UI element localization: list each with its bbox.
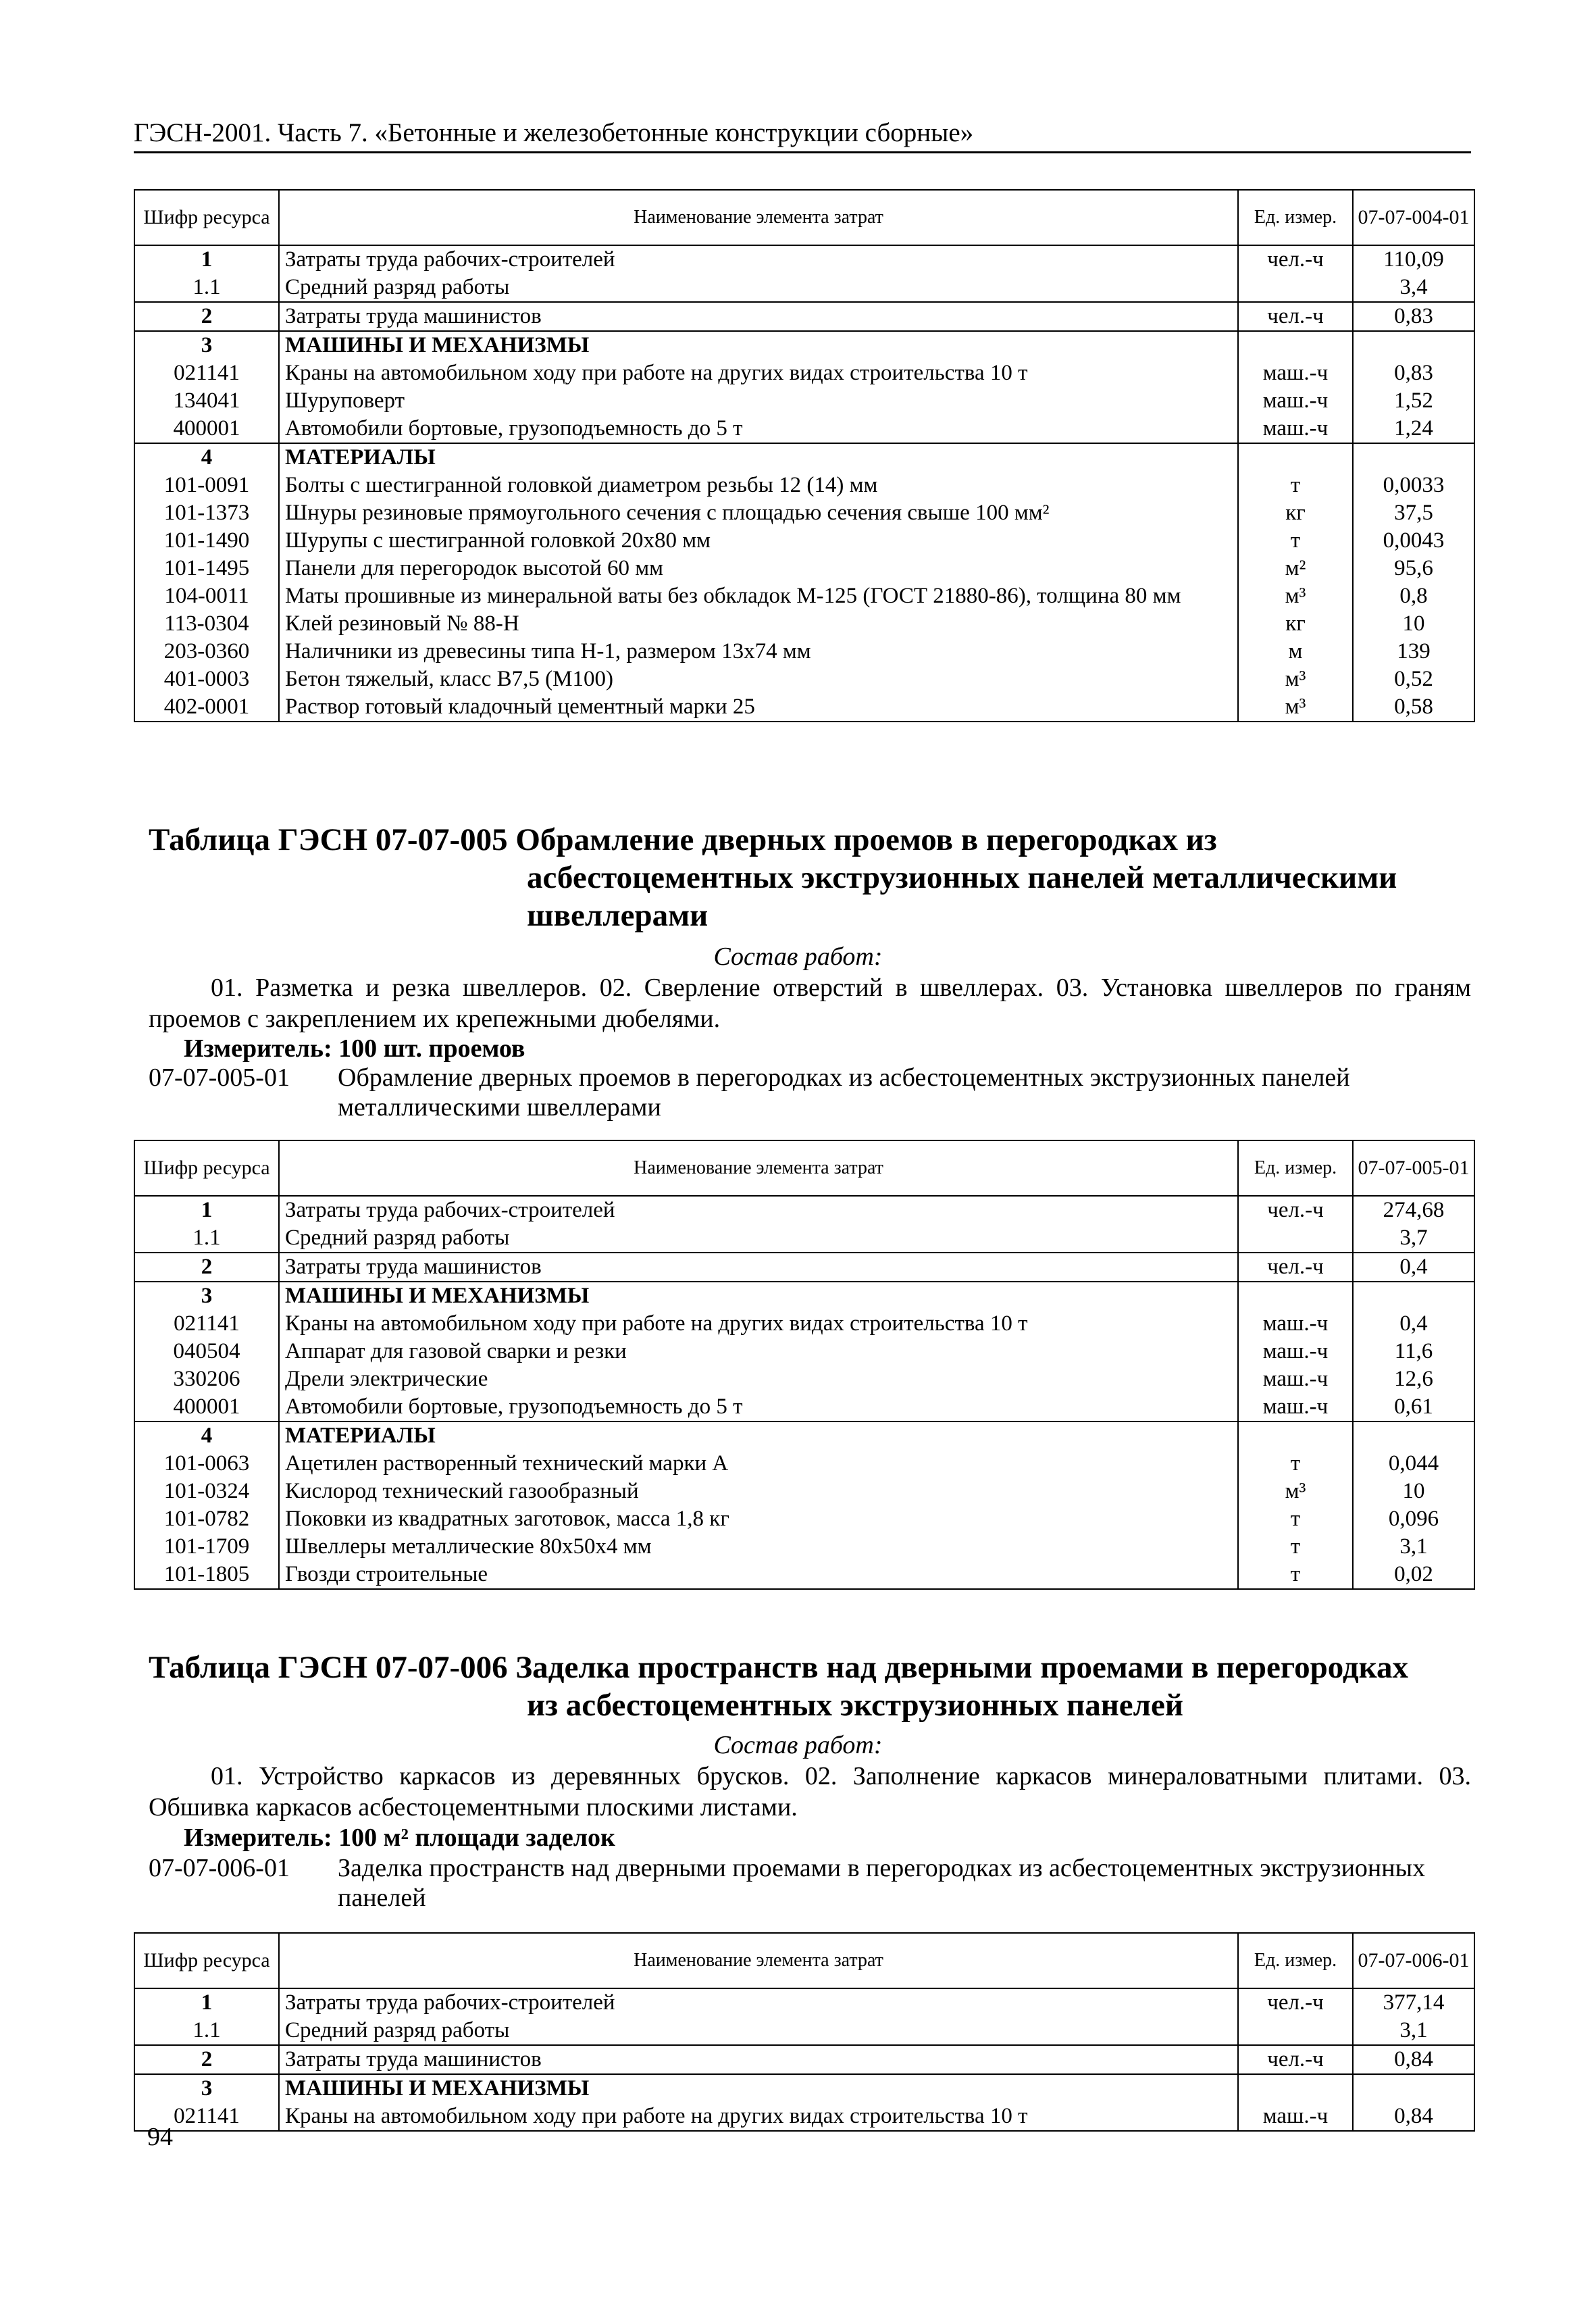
row-name: Ацетилен растворенный технический марки А <box>279 1450 1238 1478</box>
row-name: Затраты труда рабочих-строителей <box>279 1988 1238 2017</box>
row-name: Аппарат для газовой сварки и резки <box>279 1338 1238 1365</box>
row-value: 139 <box>1353 638 1474 665</box>
row-name: Средний разряд работы <box>279 274 1238 302</box>
row-unit: маш.-ч <box>1238 2103 1353 2131</box>
section-title-006 <box>149 1649 1472 1724</box>
row-unit <box>1238 1282 1353 1310</box>
row-unit <box>1238 331 1353 359</box>
row-code: 1 <box>134 1988 279 2017</box>
row-unit: маш.-ч <box>1238 1310 1353 1338</box>
row-unit: м³ <box>1238 693 1353 722</box>
row-name: Затраты труда рабочих-строителей <box>279 245 1238 274</box>
row-name: Швеллеры металлические 80х50х4 мм <box>279 1533 1238 1561</box>
norm-text: Обрамление дверных проемов в перегородках из асбестоцементных экструзионных панелей металлическими швеллерами <box>338 1063 1350 1122</box>
row-code: 1.1 <box>134 2017 279 2045</box>
row-unit: т <box>1238 1533 1353 1561</box>
row-name: Маты прошивные из минеральной ваты без обкладок М-125 (ГОСТ 21880-86), толщина 80 мм <box>279 582 1238 610</box>
row-unit: м <box>1238 638 1353 665</box>
row-unit: маш.-ч <box>1238 1393 1353 1422</box>
row-code: 3 <box>134 2074 279 2103</box>
table-row <box>134 359 1474 387</box>
header-norm: 07-07-005-01 <box>1353 1140 1474 1196</box>
row-name: Клей резиновый № 88-Н <box>279 610 1238 638</box>
row-name: Шнуры резиновые прямоугольного сечения с площадью сечения свыше 100 мм² <box>279 499 1238 527</box>
table-row <box>134 2045 1474 2074</box>
row-value: 3,1 <box>1353 2017 1474 2045</box>
row-name: Шурупы с шестигранной головкой 20х80 мм <box>279 527 1238 555</box>
row-value: 1,24 <box>1353 415 1474 443</box>
row-value: 0,0043 <box>1353 527 1474 555</box>
row-value: 11,6 <box>1353 1338 1474 1365</box>
row-code: 101-0091 <box>134 472 279 499</box>
row-unit: чел.-ч <box>1238 2045 1353 2074</box>
row-code: 203-0360 <box>134 638 279 665</box>
page-number: 94 <box>147 2123 173 2151</box>
row-code: 113-0304 <box>134 610 279 638</box>
row-name: МАТЕРИАЛЫ <box>279 1422 1238 1450</box>
row-value: 274,68 <box>1353 1196 1474 1224</box>
row-unit <box>1238 1422 1353 1450</box>
table-row <box>134 1450 1474 1478</box>
row-unit <box>1238 443 1353 472</box>
table-row <box>134 582 1474 610</box>
row-unit: кг <box>1238 610 1353 638</box>
row-name: Краны на автомобильном ходу при работе на других видах строительства 10 т <box>279 2103 1238 2131</box>
row-code: 400001 <box>134 415 279 443</box>
row-value: 3,4 <box>1353 274 1474 302</box>
row-value: 0,096 <box>1353 1505 1474 1533</box>
row-name: Дрели электрические <box>279 1365 1238 1393</box>
row-unit <box>1238 274 1353 302</box>
row-value: 10 <box>1353 610 1474 638</box>
row-unit: чел.-ч <box>1238 302 1353 331</box>
row-code: 101-0063 <box>134 1450 279 1478</box>
row-code: 101-1709 <box>134 1533 279 1561</box>
measure-unit: Измеритель: 100 шт. проемов <box>184 1034 525 1063</box>
table-row <box>134 2017 1474 2045</box>
row-name: Затраты труда машинистов <box>279 302 1238 331</box>
row-name: Краны на автомобильном ходу при работе на других видах строительства 10 т <box>279 1310 1238 1338</box>
row-code: 2 <box>134 1253 279 1282</box>
table-row <box>134 1561 1474 1589</box>
table-row <box>134 610 1474 638</box>
row-code: 400001 <box>134 1393 279 1422</box>
page-header: ГЭСН-2001. Часть 7. «Бетонные и железобетонные конструкции сборные» <box>134 116 1471 153</box>
row-unit <box>1238 2074 1353 2103</box>
row-value <box>1353 443 1474 472</box>
table-row <box>134 472 1474 499</box>
row-unit: т <box>1238 527 1353 555</box>
row-name: Средний разряд работы <box>279 2017 1238 2045</box>
row-code: 1.1 <box>134 1224 279 1253</box>
row-value: 10 <box>1353 1478 1474 1505</box>
table-row <box>134 693 1474 722</box>
row-name: Гвозди строительные <box>279 1561 1238 1589</box>
table-row <box>134 274 1474 302</box>
row-code: 101-0324 <box>134 1478 279 1505</box>
table-row <box>134 1478 1474 1505</box>
row-code: 330206 <box>134 1365 279 1393</box>
norm-code: 07-07-006-01 <box>149 1854 290 1882</box>
header-norm: 07-07-004-01 <box>1353 190 1474 245</box>
row-name: Болты с шестигранной головкой диаметром резьбы 12 (14) мм <box>279 472 1238 499</box>
row-code: 4 <box>134 1422 279 1450</box>
row-name: МАШИНЫ И МЕХАНИЗМЫ <box>279 331 1238 359</box>
table-row <box>134 1533 1474 1561</box>
row-unit: м³ <box>1238 1478 1353 1505</box>
row-code: 4 <box>134 443 279 472</box>
header-code: Шифр ресурса <box>134 1140 279 1196</box>
row-unit: м² <box>1238 555 1353 582</box>
row-code: 134041 <box>134 387 279 415</box>
works-description: 01. Разметка и резка швеллеров. 02. Сверление отверстий в швеллерах. 03. Установка швеллеров по граням проемов с закреплением их крепежными дюбелями. <box>149 974 1471 1033</box>
row-name: МАШИНЫ И МЕХАНИЗМЫ <box>279 2074 1238 2103</box>
table-row <box>134 1282 1474 1310</box>
title-line: швеллерами <box>527 898 709 933</box>
table-row <box>134 443 1474 472</box>
row-value: 0,0033 <box>1353 472 1474 499</box>
table-row <box>134 1393 1474 1422</box>
row-unit: маш.-ч <box>1238 415 1353 443</box>
row-unit: м³ <box>1238 582 1353 610</box>
table-row <box>134 665 1474 693</box>
table-row <box>134 302 1474 331</box>
norm-caption <box>149 1063 1472 1122</box>
header-name: Наименование элемента затрат <box>279 1933 1238 1988</box>
row-name: Автомобили бортовые, грузоподъемность до 5 т <box>279 415 1238 443</box>
norm-caption <box>149 1853 1472 1913</box>
works-heading: Состав работ: <box>713 1731 883 1759</box>
row-name: Краны на автомобильном ходу при работе на других видах строительства 10 т <box>279 359 1238 387</box>
row-name: Поковки из квадратных заготовок, масса 1,8 кг <box>279 1505 1238 1533</box>
row-unit <box>1238 2017 1353 2045</box>
row-value <box>1353 2074 1474 2103</box>
row-code: 101-0782 <box>134 1505 279 1533</box>
row-value: 95,6 <box>1353 555 1474 582</box>
table-row <box>134 527 1474 555</box>
table-row <box>134 1988 1474 2017</box>
row-name: Бетон тяжелый, класс В7,5 (М100) <box>279 665 1238 693</box>
row-unit: кг <box>1238 499 1353 527</box>
row-value: 0,02 <box>1353 1561 1474 1589</box>
row-value: 377,14 <box>1353 1988 1474 2017</box>
row-value: 3,1 <box>1353 1533 1474 1561</box>
row-code: 401-0003 <box>134 665 279 693</box>
row-value <box>1353 331 1474 359</box>
row-name: Автомобили бортовые, грузоподъемность до 5 т <box>279 1393 1238 1422</box>
works-heading: Состав работ: <box>713 942 883 971</box>
row-unit: т <box>1238 1505 1353 1533</box>
norm-text: Заделка пространств над дверными проемами в перегородках из асбестоцементных экструзионных панелей <box>338 1854 1426 1912</box>
row-name: Наличники из древесины типа Н-1, размером 13х74 мм <box>279 638 1238 665</box>
table-row <box>134 1310 1474 1338</box>
row-value: 0,4 <box>1353 1310 1474 1338</box>
table-row <box>134 387 1474 415</box>
table-row <box>134 1505 1474 1533</box>
row-value: 0,8 <box>1353 582 1474 610</box>
row-unit: маш.-ч <box>1238 1365 1353 1393</box>
table-row <box>134 1422 1474 1450</box>
row-name: МАТЕРИАЛЫ <box>279 443 1238 472</box>
table-row <box>134 1196 1474 1224</box>
row-name: Панели для перегородок высотой 60 мм <box>279 555 1238 582</box>
row-value: 0,4 <box>1353 1253 1474 1282</box>
row-name: Затраты труда машинистов <box>279 2045 1238 2074</box>
row-code: 021141 <box>134 2103 279 2131</box>
row-value: 110,09 <box>1353 245 1474 274</box>
table-row <box>134 2103 1474 2131</box>
table-row <box>134 555 1474 582</box>
row-value: 0,84 <box>1353 2045 1474 2074</box>
title-line: асбестоцементных экструзионных панелей металлическими <box>527 860 1397 895</box>
measure-unit: Измеритель: 100 м² площади заделок <box>184 1823 615 1852</box>
row-name: Шуруповерт <box>279 387 1238 415</box>
table-row <box>134 499 1474 527</box>
table-row <box>134 415 1474 443</box>
row-value: 12,6 <box>1353 1365 1474 1393</box>
row-name: Кислород технический газообразный <box>279 1478 1238 1505</box>
header-norm: 07-07-006-01 <box>1353 1933 1474 1988</box>
table-row <box>134 2074 1474 2103</box>
row-unit: м³ <box>1238 665 1353 693</box>
row-name: МАШИНЫ И МЕХАНИЗМЫ <box>279 1282 1238 1310</box>
row-unit: чел.-ч <box>1238 245 1353 274</box>
row-unit <box>1238 1224 1353 1253</box>
row-code: 402-0001 <box>134 693 279 722</box>
row-value <box>1353 1422 1474 1450</box>
row-value: 37,5 <box>1353 499 1474 527</box>
row-unit: маш.-ч <box>1238 387 1353 415</box>
row-value <box>1353 1282 1474 1310</box>
resource-table-004 <box>134 189 1475 722</box>
row-unit: маш.-ч <box>1238 1338 1353 1365</box>
resource-table-006 <box>134 1932 1475 2132</box>
row-name: Затраты труда рабочих-строителей <box>279 1196 1238 1224</box>
table-row <box>134 1224 1474 1253</box>
resource-table-005 <box>134 1140 1475 1590</box>
row-code: 021141 <box>134 359 279 387</box>
header-code: Шифр ресурса <box>134 1933 279 1988</box>
title-line: Таблица ГЭСН 07-07-006 Заделка пространств над дверными проемами в перегородках <box>149 1650 1409 1685</box>
row-code: 021141 <box>134 1310 279 1338</box>
row-value: 0,84 <box>1353 2103 1474 2131</box>
header-unit: Ед. измер. <box>1238 190 1353 245</box>
row-code: 2 <box>134 2045 279 2074</box>
row-value: 0,044 <box>1353 1450 1474 1478</box>
row-code: 101-1495 <box>134 555 279 582</box>
row-value: 0,83 <box>1353 302 1474 331</box>
row-code: 040504 <box>134 1338 279 1365</box>
header-name: Наименование элемента затрат <box>279 1140 1238 1196</box>
row-code: 1.1 <box>134 274 279 302</box>
row-unit: чел.-ч <box>1238 1988 1353 2017</box>
row-unit: чел.-ч <box>1238 1253 1353 1282</box>
row-unit: т <box>1238 1450 1353 1478</box>
title-line: Таблица ГЭСН 07-07-005 Обрамление дверных проемов в перегородках из <box>149 822 1217 857</box>
table-row <box>134 245 1474 274</box>
table-row <box>134 1338 1474 1365</box>
header-unit: Ед. измер. <box>1238 1140 1353 1196</box>
row-value: 1,52 <box>1353 387 1474 415</box>
works-description: 01. Устройство каркасов из деревянных брусков. 02. Заполнение каркасов минераловатными плитами. 03. Обшивка каркасов асбестоцементными плоскими листами. <box>149 1762 1471 1821</box>
row-code: 104-0011 <box>134 582 279 610</box>
row-code: 1 <box>134 1196 279 1224</box>
row-code: 3 <box>134 331 279 359</box>
row-value: 0,52 <box>1353 665 1474 693</box>
row-name: Затраты труда машинистов <box>279 1253 1238 1282</box>
title-line: из асбестоцементных экструзионных панелей <box>527 1688 1183 1723</box>
table-row <box>134 331 1474 359</box>
norm-code: 07-07-005-01 <box>149 1063 290 1092</box>
header-name: Наименование элемента затрат <box>279 190 1238 245</box>
row-name: Средний разряд работы <box>279 1224 1238 1253</box>
row-unit: чел.-ч <box>1238 1196 1353 1224</box>
row-unit: т <box>1238 472 1353 499</box>
row-value: 0,58 <box>1353 693 1474 722</box>
row-code: 3 <box>134 1282 279 1310</box>
table-row <box>134 1253 1474 1282</box>
header-unit: Ед. измер. <box>1238 1933 1353 1988</box>
table-row <box>134 638 1474 665</box>
row-code: 1 <box>134 245 279 274</box>
row-code: 2 <box>134 302 279 331</box>
row-name: Раствор готовый кладочный цементный марки 25 <box>279 693 1238 722</box>
section-title-005 <box>149 821 1472 934</box>
row-code: 101-1490 <box>134 527 279 555</box>
row-unit: т <box>1238 1561 1353 1589</box>
row-code: 101-1373 <box>134 499 279 527</box>
row-value: 0,83 <box>1353 359 1474 387</box>
table-row <box>134 1365 1474 1393</box>
row-unit: маш.-ч <box>1238 359 1353 387</box>
row-value: 0,61 <box>1353 1393 1474 1422</box>
row-value: 3,7 <box>1353 1224 1474 1253</box>
row-code: 101-1805 <box>134 1561 279 1589</box>
header-code: Шифр ресурса <box>134 190 279 245</box>
